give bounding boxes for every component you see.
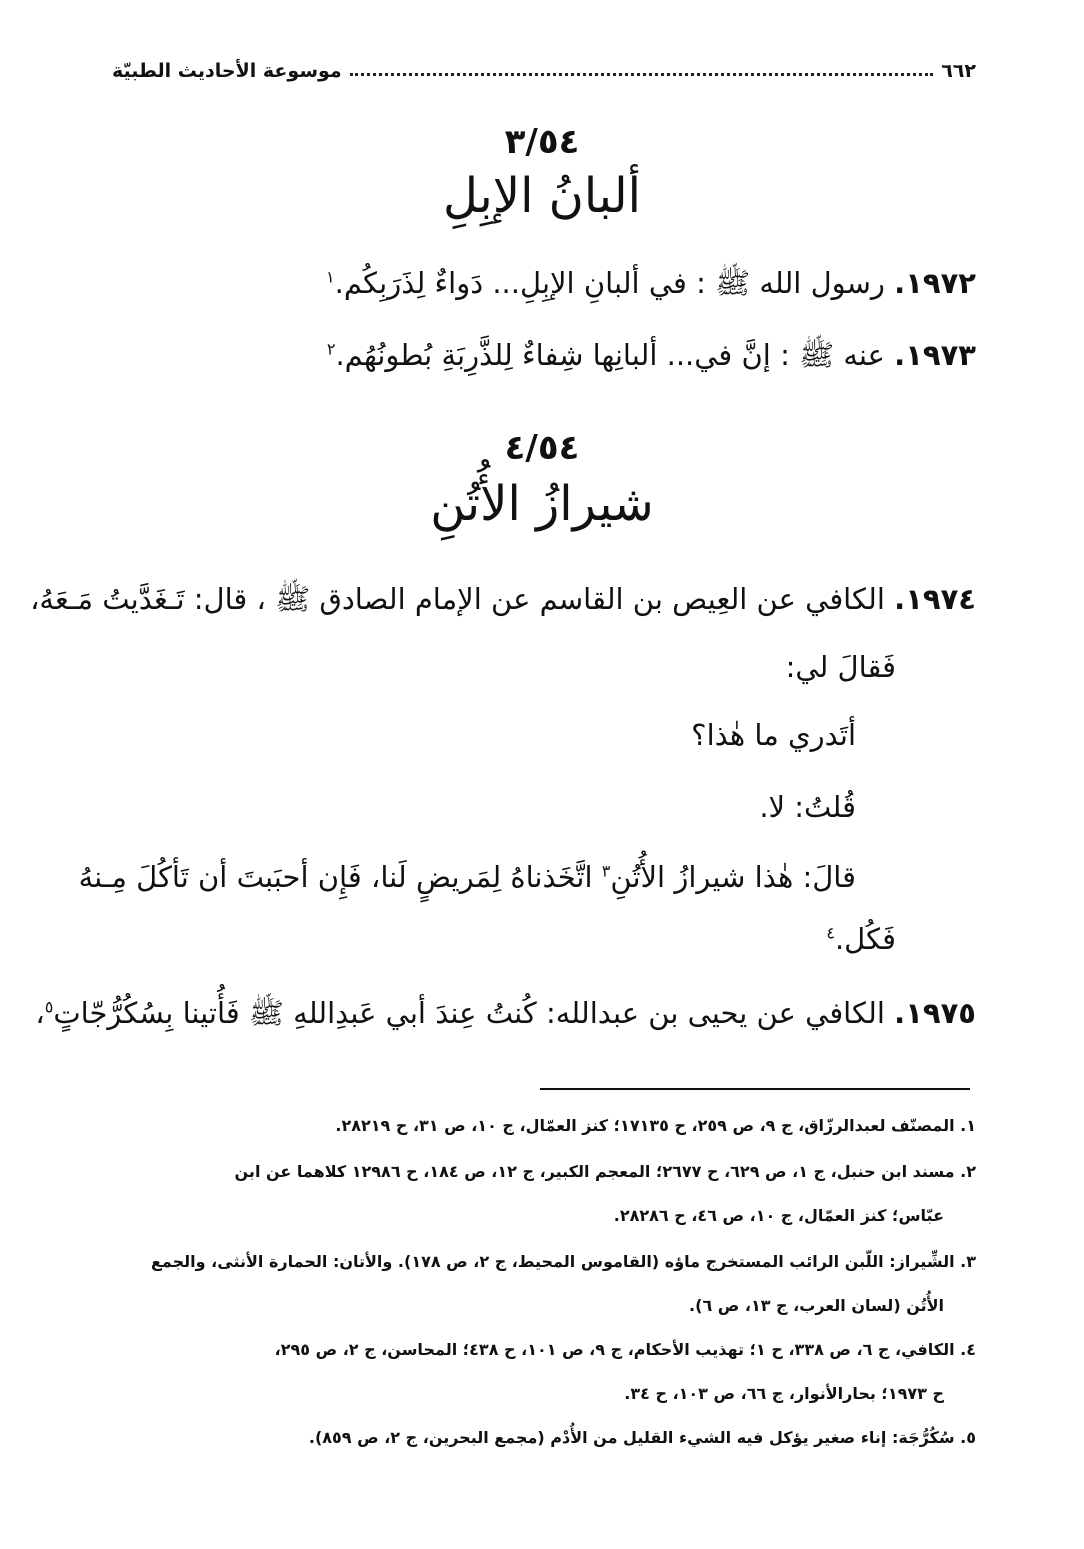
section-title: شيرازُ الأُتُنِ [430, 476, 654, 532]
hadith-1972 [326, 266, 976, 308]
hadith-text: فَقالَ لي: [785, 650, 896, 684]
footnote-2: ٢. مسند ابن حنبل، ج ١، ص ٦٢٩، ح ٢٦٧٧؛ المعجم الكبير، ج ١٢، ص ١٨٤، ح ١٢٩٨٦ كلاهما عن ابن [234, 1162, 976, 1181]
hadith-text: قُلتُ: لا. [759, 790, 856, 824]
footnote-separator [540, 1088, 970, 1090]
hadith-1974-question [691, 718, 856, 752]
footnote-4-cont: ح ١٩٧٣؛ بحارالأنوار، ج ٦٦، ص ١٠٣، ح ٣٤. [624, 1384, 944, 1403]
hadith-text: قالَ: هٰذا شيرازُ الأُتُنِ [610, 860, 856, 894]
hadith-text: رسول الله ﷺ : في ألبانِ الإبِلِ... دَواءٌ لِذَرَبِكُم. [334, 266, 885, 300]
hadith-text: الكافي عن يحيى بن عبدالله: كُنتُ عِندَ أبي عَبدِاللهِ ﷺ فَأُتينا بِسُكُرُّجّاتٍ [53, 996, 885, 1030]
footnote-ref: ١ [326, 267, 335, 287]
running-header [112, 48, 976, 82]
hadith-1974-answer [759, 790, 856, 824]
hadith-text: فَكُل. [834, 922, 896, 956]
footnote-3-cont: الأُتُن (لسان العرب، ج ١٣، ص ٦). [689, 1296, 944, 1315]
hadith-1974-line-6 [826, 922, 896, 956]
hadith-text: اتَّخَذناهُ لِمَريضٍ لَنا، فَإِن أحبَبتَ أن تَأكُلَ مِـنهُ [78, 860, 593, 894]
hadith-number: ١٩٧٢. [894, 266, 976, 300]
footnote-1: ١. المصنّف لعبدالرزّاق، ج ٩، ص ٢٥٩، ح ١٧١٣٥؛ كنز العمّال، ج ١٠، ص ٣١، ح ٢٨٢١٩. [335, 1116, 976, 1135]
section-number: ٣/٥٤ [504, 122, 580, 162]
hadith-text: الكافي عن العِيص بن القاسم عن الإمام الصادق ﷺ ، قال: تَـغَدَّيتُ مَـعَهُ، [30, 582, 885, 616]
footnote-2-cont: عبّاس؛ كنز العمّال، ج ١٠، ص ٤٦، ح ٢٨٢٨٦. [613, 1206, 944, 1225]
hadith-text: ، [35, 996, 45, 1030]
hadith-1974-line-5 [79, 860, 856, 894]
hadith-number: ١٩٧٤. [894, 582, 976, 616]
footnote-3: ٣. الشِّيراز: اللّبن الرائب المستخرج ماؤه (القاموس المحيط، ج ٢، ص ١٧٨). والأتان: الحمارة الأنثى، والجمع [150, 1252, 976, 1271]
hadith-1974-line-1 [30, 582, 976, 624]
footnote-ref: ٥ [44, 997, 54, 1017]
header-dot-leader [350, 73, 934, 76]
section-title: ألبانُ الإبِلِ [443, 168, 641, 224]
hadith-1973 [327, 338, 976, 380]
hadith-1975 [35, 996, 976, 1038]
book-title: موسوعة الأحاديث الطبيّة [112, 60, 342, 82]
footnote-ref: ٢ [326, 339, 336, 359]
footnote-ref: ٣ [601, 861, 611, 881]
hadith-text: أتَدري ما هٰذا؟ [691, 718, 856, 752]
hadith-number: ١٩٧٥. [894, 996, 976, 1030]
footnote-4: ٤. الكافي، ج ٦، ص ٣٣٨، ح ١؛ تهذيب الأحكام، ج ٩، ص ١٠١، ح ٤٣٨؛ المحاسن، ج ٢، ص ٢٩٥، [274, 1340, 976, 1359]
page-number: ٦٦٢ [941, 60, 976, 82]
hadith-1974-line-2 [786, 650, 896, 684]
section-number: ٤/٥٤ [504, 428, 580, 468]
hadith-number: ١٩٧٣. [894, 338, 976, 372]
hadith-text: عنه ﷺ : إنَّ في... ألبانِها شِفاءٌ لِلذَّرِبَةِ بُطونُهُم. [335, 338, 885, 372]
footnote-ref: ٤ [826, 923, 835, 943]
footnote-5: ٥. سُكُرُّجَة: إناء صغير يؤكل فيه الشيء القليل من الأُدْم (مجمع البحرين، ج ٢، ص ٨٥٩). [308, 1428, 976, 1447]
